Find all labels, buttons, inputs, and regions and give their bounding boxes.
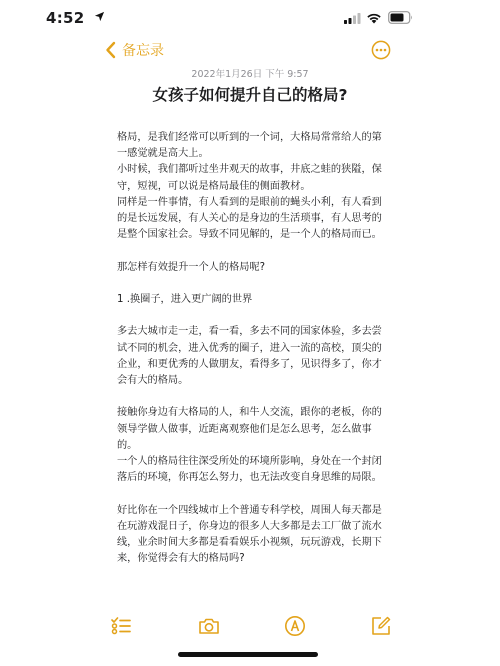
battery-icon	[388, 11, 413, 24]
blank-line	[117, 243, 389, 259]
note-paragraph: 接触你身边有大格局的人，和牛人交流，跟你的老板，你的领导学做人做事，近距离观察他们是怎么思考，怎么做事的。	[117, 407, 382, 451]
checklist-icon[interactable]	[110, 615, 132, 637]
status-bar	[0, 0, 500, 38]
bottom-toolbar	[0, 612, 500, 638]
note-subheading: 1 .换圈子，进入更广阔的世界	[117, 294, 253, 305]
note-body[interactable]	[117, 130, 389, 567]
blank-line	[117, 308, 389, 324]
home-indicator[interactable]	[178, 652, 318, 657]
location-arrow-icon	[94, 11, 105, 22]
note-paragraph: 好比你在一个四线城市上个普通专科学校，周围人每天都是在玩游戏混日子，你身边的很多人大多都是去工厂做了流水线，业余时间大多都是看看娱乐小视频，玩玩游戏，长期下来，你觉得会有大的格局吗?	[117, 504, 382, 565]
note-paragraph: 小时候，我们都听过坐井观天的故事，井底之蛙的狭隘，保守，短视，可以说是格局最佳的侧面教材。	[117, 164, 382, 192]
markup-pen-icon[interactable]	[284, 615, 306, 637]
note-title[interactable]: 女孩子如何提升自己的格局?	[152, 86, 348, 104]
chevron-left-icon	[104, 41, 118, 59]
more-ellipsis-icon[interactable]	[371, 40, 391, 60]
blank-line	[117, 389, 389, 405]
back-label: 备忘录	[122, 43, 164, 59]
status-time: 4:52	[46, 9, 85, 27]
compose-icon[interactable]	[370, 615, 392, 637]
cellular-signal-icon	[344, 13, 361, 24]
camera-icon[interactable]	[198, 615, 220, 637]
blank-line	[117, 486, 389, 502]
note-paragraph: 格局，是我们经常可以听到的一个词，大格局常常给人的第一感觉就是高大上。	[117, 132, 382, 160]
note-paragraph: 那怎样有效提升一个人的格局呢?	[117, 261, 266, 273]
note-paragraph: 同样是一件事情，有人看到的是眼前的蝇头小利，有人看到的是长远发展，有人关心的是身边的生活琐事，有人思考的是整个国家社会。导致不同见解的，是一个人的格局而已。	[117, 196, 382, 241]
nav-bar	[0, 38, 500, 64]
back-button[interactable]	[104, 40, 164, 60]
note-paragraph: 多去大城市走一走，看一看，多去不同的国家体验，多去尝试不同的机会，进入优秀的圈子，进入一流的高校，顶尖的企业，和更优秀的人做朋友，看得多了，见识得多了，你才会有大的格局。	[117, 326, 382, 386]
blank-line	[117, 276, 389, 292]
note-date: 2022年1月26日 下午 9:57	[191, 69, 309, 80]
wifi-icon	[366, 12, 382, 24]
note-paragraph: 一个人的格局往往深受所处的环境所影响，身处在一个封闭落后的环境，你再怎么努力，也无法改变自身思维的局限。	[117, 456, 382, 484]
